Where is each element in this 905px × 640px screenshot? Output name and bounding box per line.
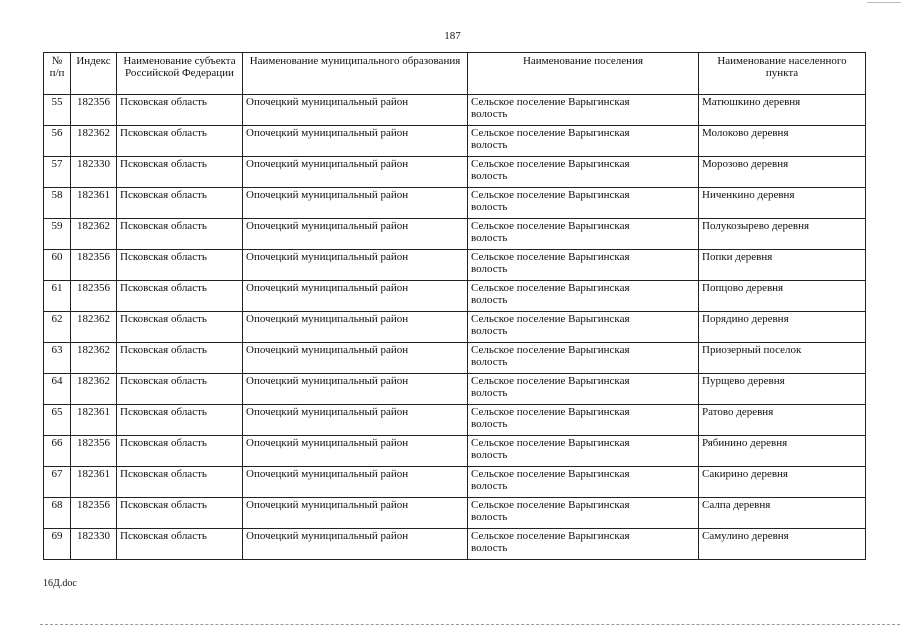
settlement-name: Сельское поселение Варыгинская bbox=[471, 96, 630, 108]
municipality: Опочецкий муниципальный район bbox=[243, 436, 468, 467]
postal-index: 182356 bbox=[71, 498, 117, 529]
municipality: Опочецкий муниципальный район bbox=[243, 405, 468, 436]
row-number: 56 bbox=[44, 126, 71, 157]
federal-subject: Псковская область bbox=[117, 467, 243, 498]
row-number: 59 bbox=[44, 219, 71, 250]
locality: Салпа деревня bbox=[699, 498, 866, 529]
federal-subject: Псковская область bbox=[117, 95, 243, 126]
settlement bbox=[468, 157, 699, 188]
header-municipality: Наименование муниципального образования bbox=[243, 53, 468, 95]
settlement-type: волость bbox=[471, 108, 508, 120]
postal-index: 182330 bbox=[71, 157, 117, 188]
table-row bbox=[44, 95, 866, 126]
locality: Рябинино деревня bbox=[699, 436, 866, 467]
settlement bbox=[468, 529, 699, 560]
table-row bbox=[44, 529, 866, 560]
municipality: Опочецкий муниципальный район bbox=[243, 529, 468, 560]
settlement-name: Сельское поселение Варыгинская bbox=[471, 220, 630, 232]
federal-subject: Псковская область bbox=[117, 529, 243, 560]
locality: Молоково деревня bbox=[699, 126, 866, 157]
locality: Приозерный поселок bbox=[699, 343, 866, 374]
federal-subject: Псковская область bbox=[117, 498, 243, 529]
localities-table bbox=[43, 52, 866, 560]
header-row-number: № п/п bbox=[44, 53, 71, 95]
row-number: 63 bbox=[44, 343, 71, 374]
municipality: Опочецкий муниципальный район bbox=[243, 219, 468, 250]
row-number: 67 bbox=[44, 467, 71, 498]
settlement bbox=[468, 374, 699, 405]
page-number: 187 bbox=[444, 30, 461, 42]
header-federal-subject: Наименование субъекта Российской Федерации bbox=[117, 53, 243, 95]
table-row bbox=[44, 219, 866, 250]
table-row bbox=[44, 343, 866, 374]
settlement bbox=[468, 219, 699, 250]
row-number: 66 bbox=[44, 436, 71, 467]
table-row bbox=[44, 405, 866, 436]
table-row bbox=[44, 250, 866, 281]
settlement-type: волость bbox=[471, 387, 508, 399]
municipality: Опочецкий муниципальный район bbox=[243, 126, 468, 157]
settlement-name: Сельское поселение Варыгинская bbox=[471, 313, 630, 325]
locality: Попцово деревня bbox=[699, 281, 866, 312]
settlement bbox=[468, 188, 699, 219]
settlement bbox=[468, 405, 699, 436]
table-row bbox=[44, 188, 866, 219]
settlement-name: Сельское поселение Варыгинская bbox=[471, 158, 630, 170]
municipality: Опочецкий муниципальный район bbox=[243, 250, 468, 281]
row-number: 60 bbox=[44, 250, 71, 281]
header-locality: Наименование населенного пункта bbox=[699, 53, 866, 95]
postal-index: 182362 bbox=[71, 343, 117, 374]
federal-subject: Псковская область bbox=[117, 374, 243, 405]
postal-index: 182330 bbox=[71, 529, 117, 560]
postal-index: 182361 bbox=[71, 405, 117, 436]
settlement-name: Сельское поселение Варыгинская bbox=[471, 127, 630, 139]
postal-index: 182356 bbox=[71, 281, 117, 312]
federal-subject: Псковская область bbox=[117, 281, 243, 312]
settlement bbox=[468, 343, 699, 374]
settlement-name: Сельское поселение Варыгинская bbox=[471, 499, 630, 511]
table-row bbox=[44, 281, 866, 312]
postal-index: 182362 bbox=[71, 374, 117, 405]
settlement bbox=[468, 250, 699, 281]
municipality: Опочецкий муниципальный район bbox=[243, 498, 468, 529]
settlement bbox=[468, 95, 699, 126]
row-number: 55 bbox=[44, 95, 71, 126]
scan-artifact-corner bbox=[867, 2, 901, 3]
settlement-type: волость bbox=[471, 542, 508, 554]
row-number: 64 bbox=[44, 374, 71, 405]
row-number: 65 bbox=[44, 405, 71, 436]
settlement-name: Сельское поселение Варыгинская bbox=[471, 530, 630, 542]
settlement-name: Сельское поселение Варыгинская bbox=[471, 251, 630, 263]
settlement-type: волость bbox=[471, 232, 508, 244]
scan-artifact-line bbox=[40, 624, 900, 625]
locality: Пурщево деревня bbox=[699, 374, 866, 405]
locality: Самулино деревня bbox=[699, 529, 866, 560]
postal-index: 182356 bbox=[71, 250, 117, 281]
row-number: 68 bbox=[44, 498, 71, 529]
settlement-name: Сельское поселение Варыгинская bbox=[471, 189, 630, 201]
settlement-type: волость bbox=[471, 139, 508, 151]
federal-subject: Псковская область bbox=[117, 343, 243, 374]
municipality: Опочецкий муниципальный район bbox=[243, 467, 468, 498]
header-postal-index: Индекс bbox=[71, 53, 117, 95]
settlement-name: Сельское поселение Варыгинская bbox=[471, 468, 630, 480]
settlement-type: волость bbox=[471, 263, 508, 275]
municipality: Опочецкий муниципальный район bbox=[243, 343, 468, 374]
settlement-name: Сельское поселение Варыгинская bbox=[471, 282, 630, 294]
row-number: 62 bbox=[44, 312, 71, 343]
settlement-name: Сельское поселение Варыгинская bbox=[471, 344, 630, 356]
locality: Сакирино деревня bbox=[699, 467, 866, 498]
table-row bbox=[44, 436, 866, 467]
federal-subject: Псковская область bbox=[117, 250, 243, 281]
table-body bbox=[44, 95, 866, 560]
federal-subject: Псковская область bbox=[117, 312, 243, 343]
settlement-type: волость bbox=[471, 418, 508, 430]
municipality: Опочецкий муниципальный район bbox=[243, 188, 468, 219]
table-row bbox=[44, 126, 866, 157]
row-number: 57 bbox=[44, 157, 71, 188]
postal-index: 182362 bbox=[71, 312, 117, 343]
settlement-type: волость bbox=[471, 201, 508, 213]
postal-index: 182361 bbox=[71, 188, 117, 219]
locality: Матюшкино деревня bbox=[699, 95, 866, 126]
settlement-name: Сельское поселение Варыгинская bbox=[471, 375, 630, 387]
municipality: Опочецкий муниципальный район bbox=[243, 281, 468, 312]
settlement-name: Сельское поселение Варыгинская bbox=[471, 406, 630, 418]
locality: Ниченкино деревня bbox=[699, 188, 866, 219]
settlement-type: волость bbox=[471, 294, 508, 306]
settlement-type: волость bbox=[471, 511, 508, 523]
locality: Попки деревня bbox=[699, 250, 866, 281]
settlement-type: волость bbox=[471, 170, 508, 182]
table-row bbox=[44, 157, 866, 188]
table-row bbox=[44, 374, 866, 405]
federal-subject: Псковская область bbox=[117, 219, 243, 250]
settlement bbox=[468, 467, 699, 498]
locality: Порядино деревня bbox=[699, 312, 866, 343]
settlement bbox=[468, 498, 699, 529]
locality: Полукозырево деревня bbox=[699, 219, 866, 250]
federal-subject: Псковская область bbox=[117, 126, 243, 157]
postal-index: 182356 bbox=[71, 95, 117, 126]
settlement bbox=[468, 312, 699, 343]
settlement-type: волость bbox=[471, 449, 508, 461]
municipality: Опочецкий муниципальный район bbox=[243, 374, 468, 405]
postal-index: 182362 bbox=[71, 126, 117, 157]
locality: Ратово деревня bbox=[699, 405, 866, 436]
table-header-row bbox=[44, 53, 866, 95]
federal-subject: Псковская область bbox=[117, 188, 243, 219]
document-filename: 16Д.doc bbox=[43, 578, 77, 589]
postal-index: 182361 bbox=[71, 467, 117, 498]
federal-subject: Псковская область bbox=[117, 405, 243, 436]
locality: Морозово деревня bbox=[699, 157, 866, 188]
settlement bbox=[468, 126, 699, 157]
header-settlement: Наименование поселения bbox=[468, 53, 699, 95]
row-number: 61 bbox=[44, 281, 71, 312]
settlement-type: волость bbox=[471, 480, 508, 492]
table-row bbox=[44, 467, 866, 498]
settlement-name: Сельское поселение Варыгинская bbox=[471, 437, 630, 449]
settlement-type: волость bbox=[471, 356, 508, 368]
row-number: 69 bbox=[44, 529, 71, 560]
municipality: Опочецкий муниципальный район bbox=[243, 312, 468, 343]
municipality: Опочецкий муниципальный район bbox=[243, 95, 468, 126]
federal-subject: Псковская область bbox=[117, 436, 243, 467]
table-row bbox=[44, 498, 866, 529]
settlement-type: волость bbox=[471, 325, 508, 337]
settlement bbox=[468, 281, 699, 312]
postal-index: 182362 bbox=[71, 219, 117, 250]
row-number: 58 bbox=[44, 188, 71, 219]
table-row bbox=[44, 312, 866, 343]
settlement bbox=[468, 436, 699, 467]
federal-subject: Псковская область bbox=[117, 157, 243, 188]
postal-index: 182356 bbox=[71, 436, 117, 467]
municipality: Опочецкий муниципальный район bbox=[243, 157, 468, 188]
